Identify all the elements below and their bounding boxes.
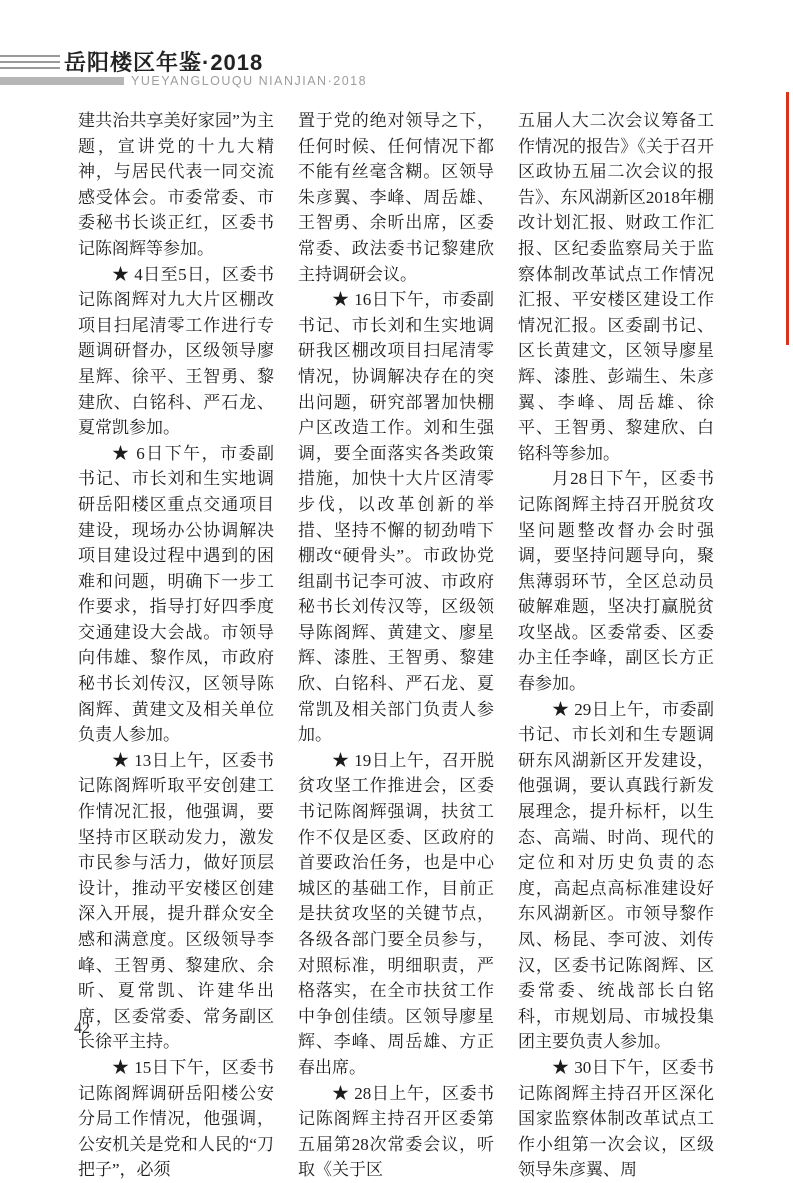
text-body (78, 108, 714, 1183)
paragraph: ★ 6日下午，市委副书记、市长刘和生实地调研岳阳楼区重点交通项目建设，现场办公协调解决项目建设过程中遇到的困难和问题，明确下一步工作要求，指导打好四季度交通建设大会战。市领导向伟雄、黎作凤，市政府秘书长刘传汉，区领导陈阁辉、黄建文及相关单位负责人参加。 (78, 443, 274, 745)
paragraph: ★ 28日上午，区委书记陈阁辉主持召开区委第五届第28次常委会议，听取《关于区 (298, 1083, 494, 1180)
paragraph: ★ 30日下午，区委书记陈阁辉主持召开区深化国家监察体制改革试点工作小组第一次会议，区级领导朱彦翼、周 (518, 1057, 714, 1180)
page-title: 岳阳楼区年鉴·2018 (64, 50, 264, 75)
paragraph: ★ 13日上午，区委书记陈阁辉听取平安创建工作情况汇报，他强调，要坚持市区联动发力，激发市民参与活力，做好顶层设计，推动平安楼区创建深入开展，提升群众安全感和满意度。区级领导李峰、王智勇、黎建欣、余昕、夏常凯、许建华出席，区委常委、常务副区长徐平主持。 (78, 750, 274, 1052)
paragraph: ★ 19日上午，召开脱贫攻坚工作推进会，区委书记陈阁辉强调，扶贫工作不仅是区委、区政府的首要政治任务，也是中心城区的基础工作，目前正是扶贫攻坚的关键节点，各级各部门要全员参与，对照标准，明细职责，严格落实，在全市扶贫工作中争创佳绩。区领导廖星辉、李峰、周岳雄、方正春出席。 (298, 750, 494, 1077)
paragraph: 建共治共享美好家园”为主题，宣讲党的十九大精神，与居民代表一同交流感受体会。市委常委、市委秘书长谈正红，区委书记陈阁辉等参加。 (78, 111, 274, 258)
paragraph: 月28日下午，区委书记陈阁辉主持召开脱贫攻坚问题整改督办会时强调，要坚持问题导向，聚焦薄弱环节，全区总动员破解难题，坚决打赢脱贫攻坚战。区委常委、区委办主任李峰，副区长方正春参加。 (518, 469, 714, 694)
paragraph: ★ 29日上午，市委副书记、市长刘和生专题调研东风湖新区开发建设，他强调，要认真践行新发展理念，提升标杆，以生态、高端、时尚、现代的定位和对历史负责的态度，高起点高标准建设好东风湖新区。市领导黎作凤、杨昆、李可波、刘传汉，区委书记陈阁辉、区委常委、统战部长白铭科，市规划局、市城投集团主要负责人参加。 (518, 699, 714, 1052)
header-bar-decoration (0, 77, 124, 85)
header-subtitle: YUEYANGLOUQU NIANJIAN·2018 (131, 74, 368, 88)
paragraph: ★ 15日下午，区委书记陈阁辉调研岳阳楼公安分局工作情况，他强调，公安机关是党和人民的“刀把子”，必须 (78, 1057, 274, 1180)
header-stripes-decoration (0, 55, 60, 71)
text-column-2 (298, 108, 494, 1183)
paragraph: 五届人大二次会议筹备工作情况的报告》《关于召开区政协五届二次会议的报告》、东风湖新区2018年棚改计划汇报、财政工作汇报、区纪委监察局关于监察体制改革试点工作情况汇报、平安楼区建设工作情况汇报。区委副书记、区长黄建文，区领导廖星辉、漆胜、彭端生、朱彦翼、李峰、周岳雄、徐平、王智勇、黎建欣、白铭科等参加。 (518, 111, 714, 463)
page-number: 42 (74, 1020, 90, 1037)
paragraph: 置于党的绝对领导之下，任何时候、任何情况下都不能有丝毫含糊。区领导朱彦翼、李峰、周岳雄、王智勇、余昕出席，区委常委、政法委书记黎建欣主持调研会议。 (298, 111, 494, 284)
paragraph: ★ 4日至5日，区委书记陈阁辉对九大片区棚改项目扫尾清零工作进行专题调研督办，区级领导廖星辉、徐平、王智勇、黎建欣、白铭科、严石龙、夏常凯参加。 (78, 264, 274, 438)
paragraph: ★ 16日下午，市委副书记、市长刘和生实地调研我区棚改项目扫尾清零情况，协调解决存在的突出问题，研究部署加快棚户区改造工作。刘和生强调，要全面落实各类政策措施，加快十大片区清零步伐，以改革创新的举措、坚持不懈的韧劲啃下棚改“硬骨头”。市政协党组副书记李可波、市政府秘书长刘传汉等，区级领导陈阁辉、黄建文、廖星辉、漆胜、王智勇、黎建欣、白铭科、严石龙、夏常凯及相关部门负责人参加。 (298, 290, 494, 745)
text-column-3 (518, 108, 714, 1183)
margin-red-rule (786, 92, 789, 345)
text-column-1 (78, 108, 274, 1183)
